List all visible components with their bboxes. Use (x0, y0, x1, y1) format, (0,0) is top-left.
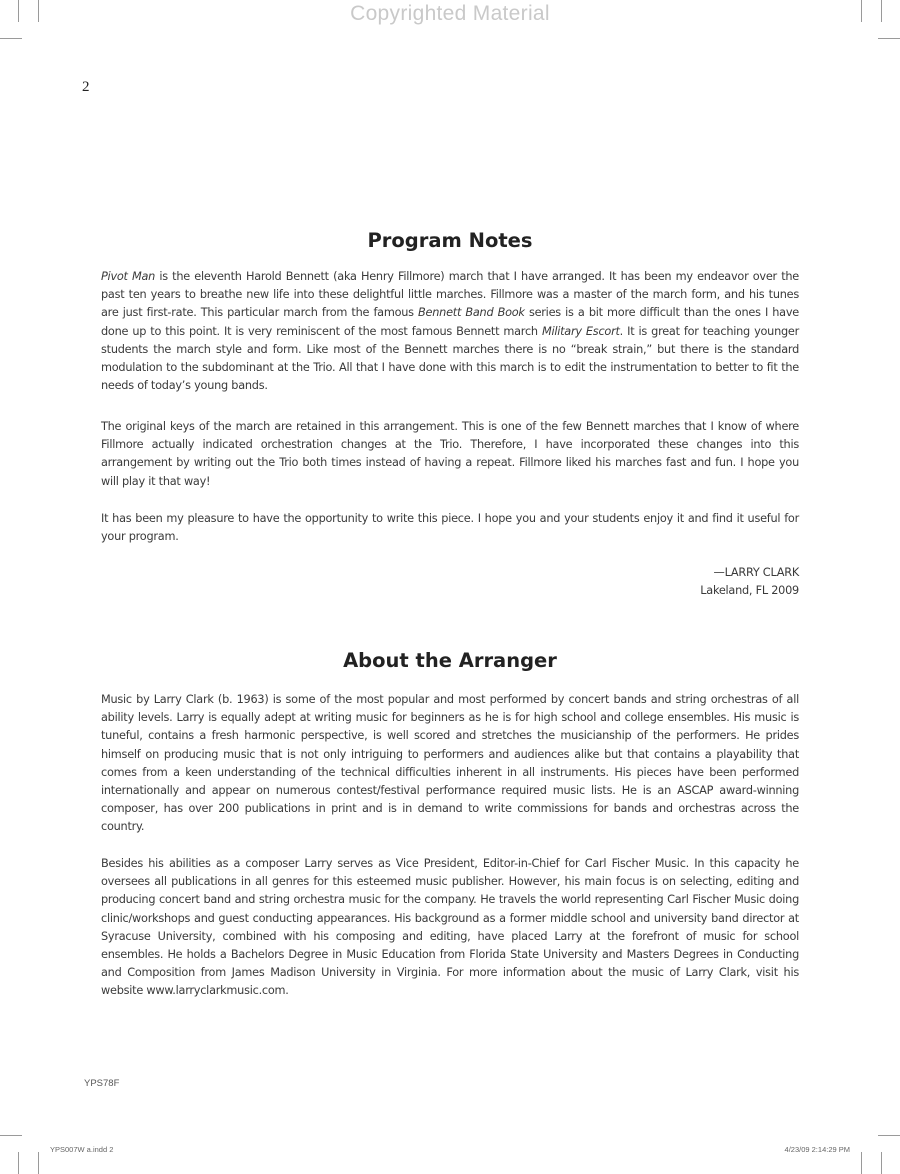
about-arranger-paragraph-1: Music by Larry Clark (b. 1963) is some of the most popular and most performed by concert bands and string orchestras of all ability levels. Larry is equally adept at writing music for beginners as he is for high school and college ensembles. His music is tuneful, contains a fresh harmonic perspective, is well scored and stretches the musicianship of the performers. He prides himself on producing music that is not only intriguing to performers and audiences alike but that contains a playability that comes from a keen understanding of the technical difficulties inherent in all instruments. His pieces have been performed internationally and appear on numerous contest/festival performance required music lists. He is an ASCAP award-winning composer, has over 200 publications in print and is in demand to write commissions for bands and orchestras across the country. (101, 693, 799, 834)
program-notes-paragraph-3: It has been my pleasure to have the opportunity to write this piece. I hope you and your students enjoy it and find it useful for your program. (101, 512, 799, 544)
program-notes-paragraph-2: The original keys of the march are retained in this arrangement. This is one of the few Bennett marches that I know of where Fillmore actually indicated orchestration changes at the Trio. Therefore, I have incorporated these changes into this arrangement by writing out the Trio both times instead of having a repeat. Fillmore liked his marches fast and fun. I hope you will play it that way! (101, 420, 799, 488)
page-number: 2 (82, 79, 90, 95)
signature-name: —LARRY CLARK (713, 566, 799, 579)
slug-timestamp: 4/23/09 2:14:29 PM (784, 1145, 850, 1154)
slug-filename: YPS007W a.indd 2 (50, 1145, 114, 1154)
signature (700, 564, 799, 600)
catalog-number: YPS78F (84, 1078, 120, 1089)
program-notes-title: Program Notes (367, 229, 533, 252)
program-notes-body (101, 268, 799, 395)
copyright-watermark: Copyrighted Material (350, 2, 550, 25)
about-arranger-title: About the Arranger (343, 649, 557, 672)
about-arranger-paragraph-2: Besides his abilities as a composer Larry serves as Vice President, Editor-in-Chief for Carl Fischer Music. In this capacity he oversees all publications in all genres for this esteemed music publisher. However, his main focus is on selecting, editing and producing concert band and string orchestra music for the company. He travels the world representing Carl Fischer Music doing clinic/workshops and guest conducting appearances. His background as a former middle school and university band director at Syracuse University, combined with his composing and editing, have placed Larry at the forefront of music for school ensembles. He holds a Bachelors Degree in Music Education from Florida State University and Masters Degrees in Conducting and Composition from James Madison University in Virginia. For more information about the music of Larry Clark, visit his website www.larryclarkmusic.com. (101, 857, 799, 998)
program-notes-paragraph-1: Pivot Man is the eleventh Harold Bennett (aka Henry Fillmore) march that I have arranged. It has been my endeavor over the past ten years to breathe new life into these delightful little marches. Fillmore was a master of the march form, and his tunes are just first-rate. This particular march from the famous Bennett Band Book series is a bit more difficult than the ones I have done up to this point. It is very reminiscent of the most famous Bennett march Military Escort. It is great for teaching younger students the march style and form. Like most of the Bennett marches there is no “break strain,” but there is the standard modulation to the subdominant at the Trio. All that I have done with this march is to edit the instrumentation to better to fit the needs of today’s young bands. (101, 270, 800, 393)
signature-place: Lakeland, FL 2009 (700, 584, 799, 598)
